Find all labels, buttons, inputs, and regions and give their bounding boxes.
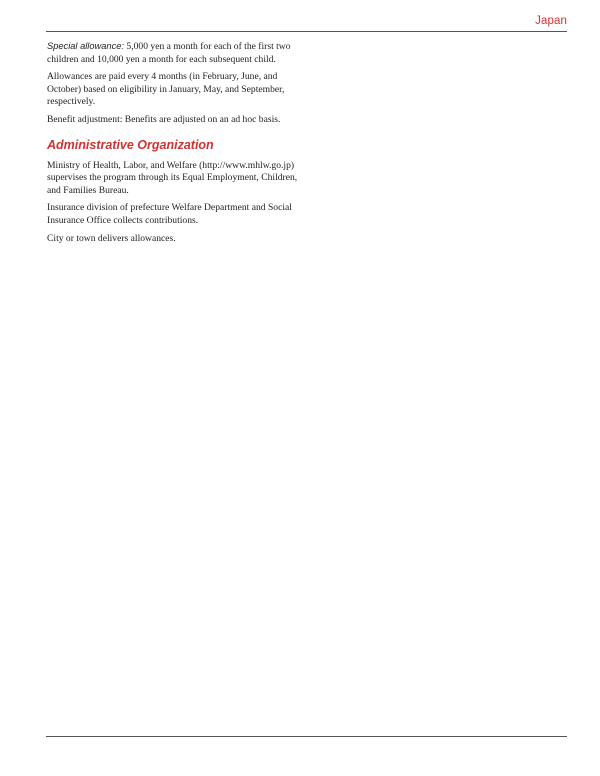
special-allowance-text: 5,000 yen a month for each of the first two children and 10,000 yen a month for each subsequent child. — [47, 41, 291, 65]
footer-rule — [46, 736, 567, 737]
body-column — [47, 40, 309, 250]
special-allowance-label: Special allowance: — [47, 41, 125, 51]
special-allowance-paragraph — [47, 40, 309, 66]
insurance-division-paragraph: Insurance division of prefecture Welfare Department and Social Insurance Office collects contributions. — [47, 202, 292, 226]
running-head-country: Japan — [535, 15, 567, 27]
ministry-paragraph: Ministry of Health, Labor, and Welfare (http://www.mhlw.go.jp) supervises the program through its Equal Employment, Children, and Families Bureau. — [47, 159, 298, 196]
section-heading-administrative-organization: Administrative Organization — [47, 137, 214, 152]
header-rule — [46, 31, 567, 32]
payment-schedule-paragraph: Allowances are paid every 4 months (in February, June, and October) based on eligibility in January, May, and September, respectively. — [47, 71, 285, 108]
benefit-adjustment-paragraph: Benefit adjustment: Benefits are adjusted on an ad hoc basis. — [47, 113, 281, 125]
city-town-paragraph: City or town delivers allowances. — [47, 232, 176, 244]
